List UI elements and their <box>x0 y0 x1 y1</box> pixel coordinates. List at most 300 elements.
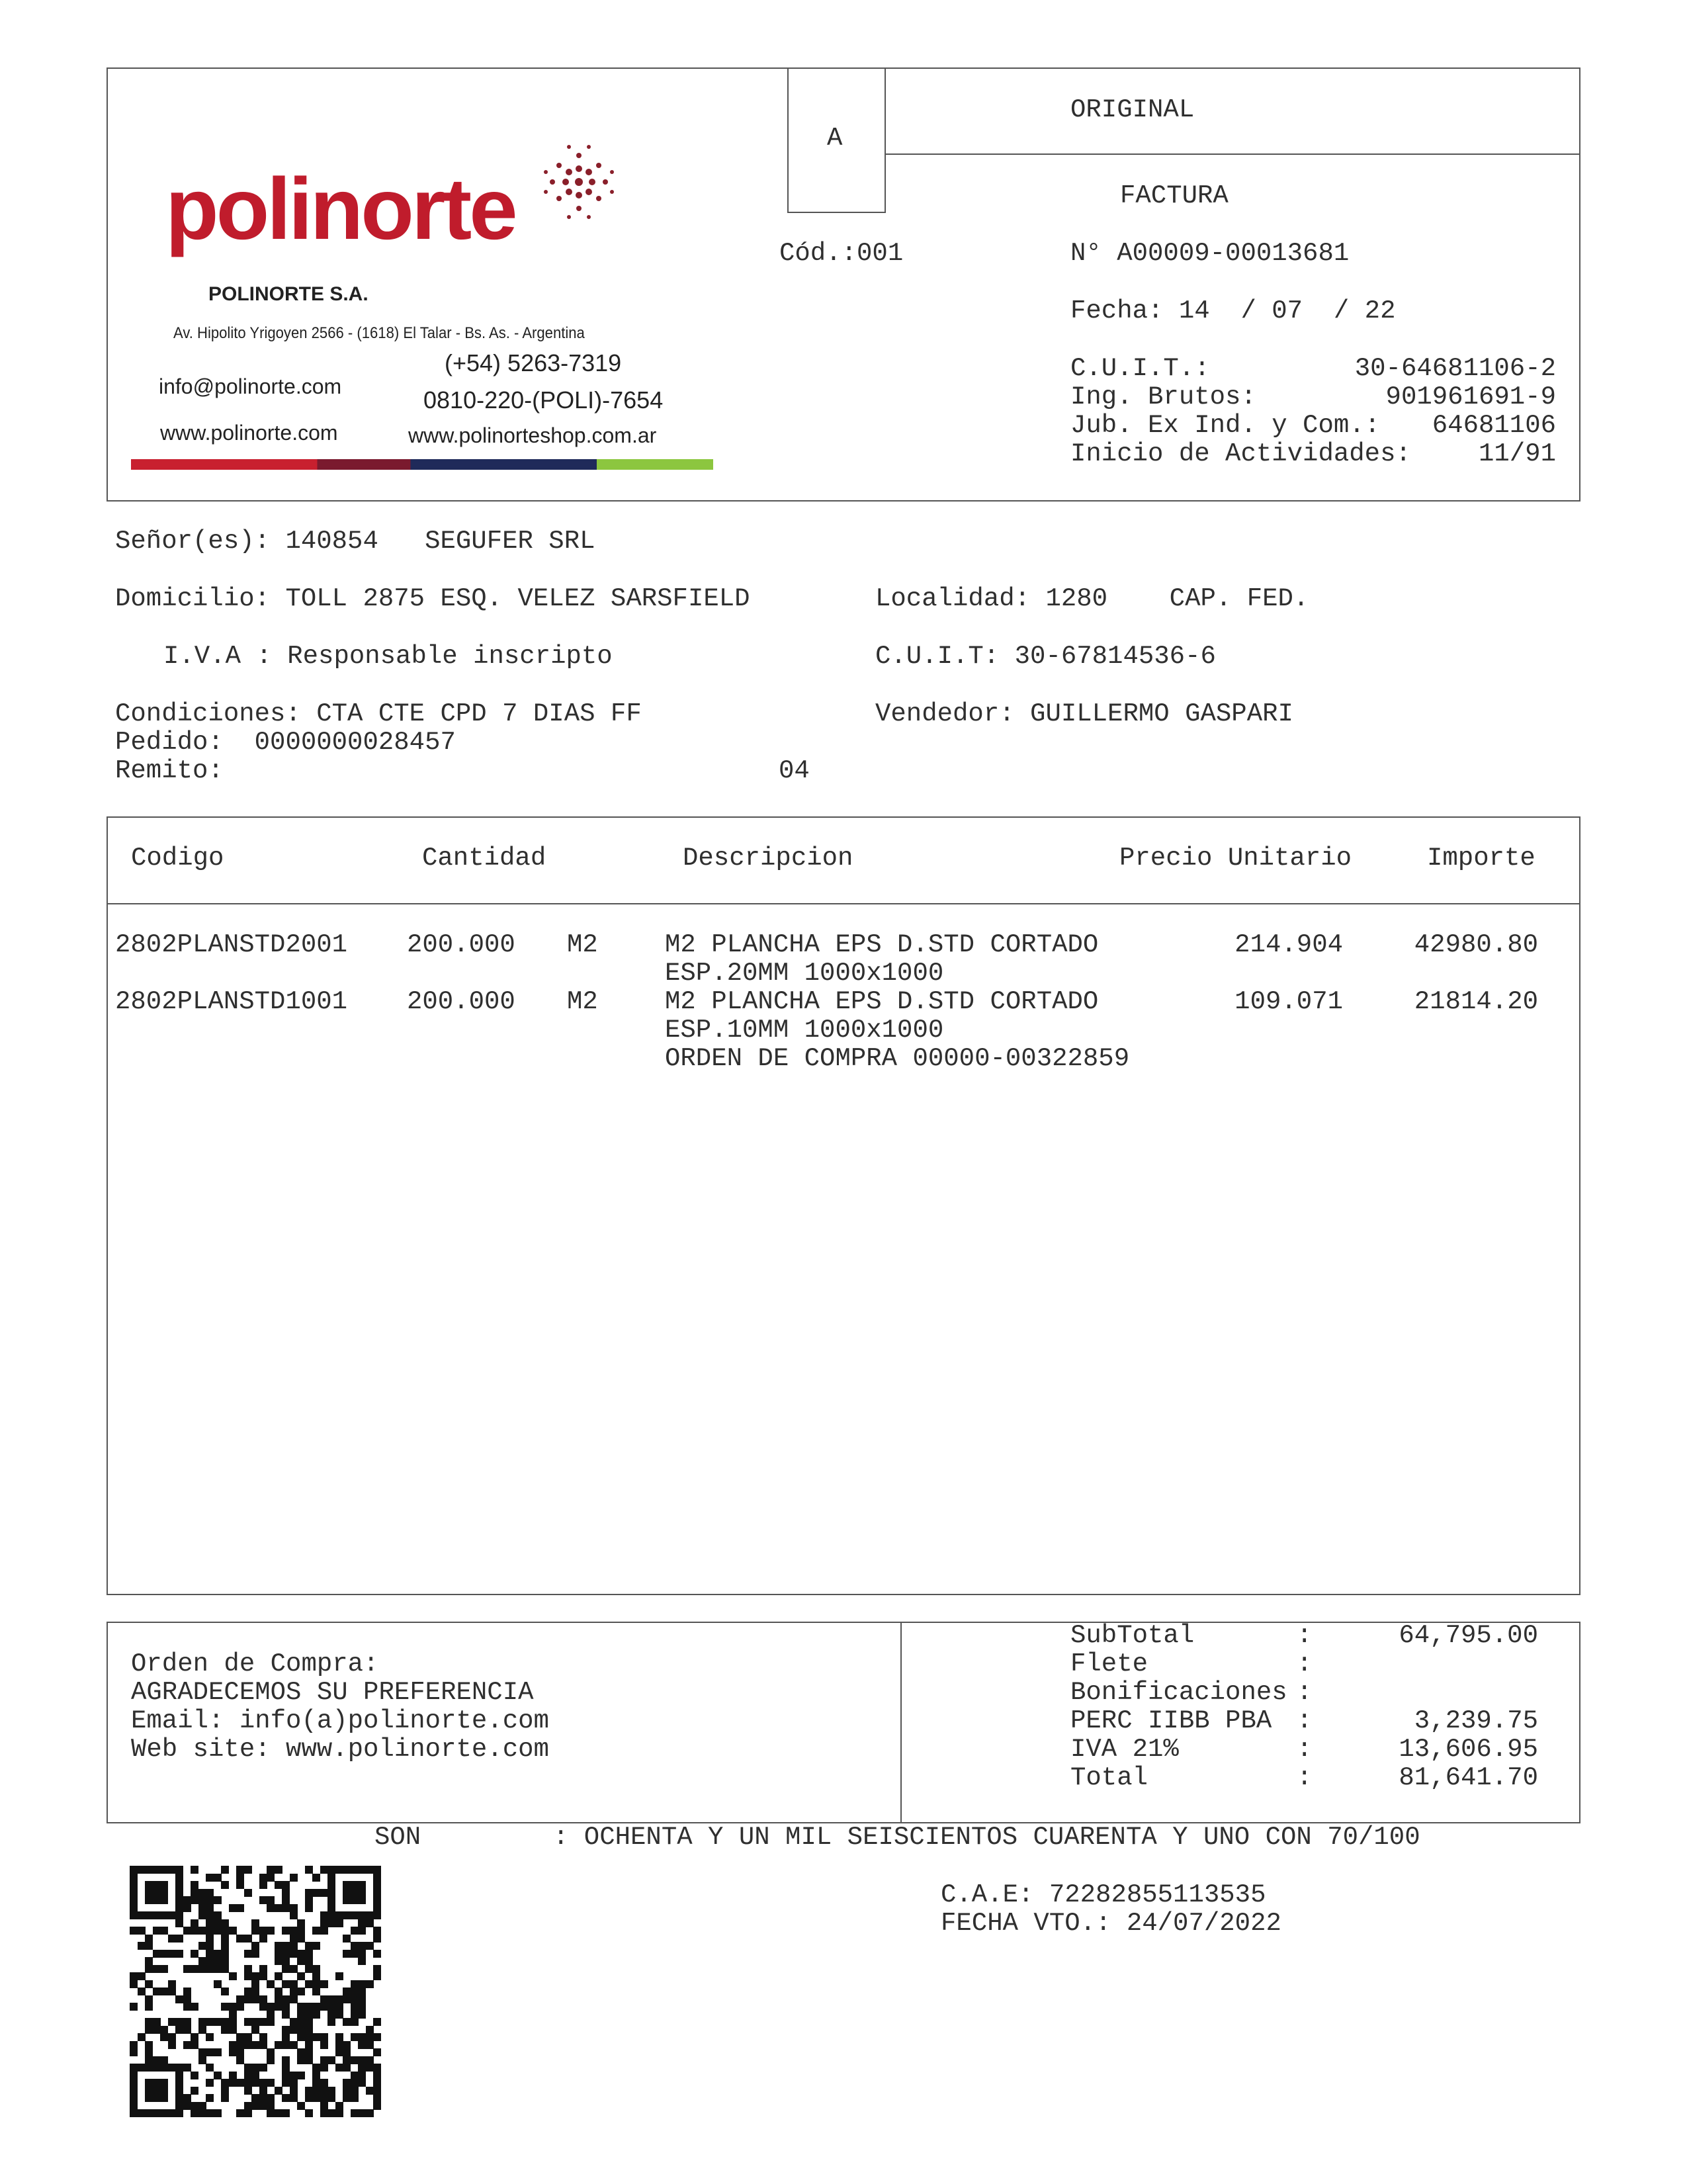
total-value-subtotal: 64,795.00 <box>1399 1621 1538 1650</box>
qr-module <box>153 2056 161 2064</box>
qr-module <box>236 1995 244 2003</box>
qr-module <box>366 2056 374 2064</box>
customer-iva: I.V.A : Responsable inscripto <box>163 642 613 671</box>
qr-module <box>198 1942 206 1950</box>
qr-module <box>191 2041 198 2049</box>
qr-module <box>153 1987 161 1995</box>
qr-module <box>335 2048 343 2056</box>
qr-module <box>236 1874 244 1882</box>
qr-module <box>198 2048 206 2056</box>
qr-module <box>267 1980 275 1988</box>
doc-code: Cód.:001 <box>779 239 904 268</box>
qr-module <box>221 1987 229 1995</box>
qr-module <box>206 2079 214 2087</box>
qr-module <box>282 1904 290 1912</box>
header-divider <box>886 153 1580 155</box>
qr-module <box>160 2026 168 2034</box>
qr-module <box>145 2026 153 2034</box>
qr-module <box>175 2109 183 2117</box>
customer-address: Domicilio: TOLL 2875 ESQ. VELEZ SARSFIELD <box>115 584 750 613</box>
qr-module <box>275 2003 282 2011</box>
qr-module <box>198 2056 206 2064</box>
ib-label: Ing. Brutos: <box>1070 382 1256 412</box>
qr-module <box>343 2094 351 2102</box>
qr-module <box>327 1874 335 1882</box>
qr-module <box>358 1919 366 1927</box>
qr-module <box>290 2079 298 2087</box>
qr-module <box>320 2094 328 2102</box>
qr-module <box>259 2018 267 2026</box>
qr-module <box>267 2048 275 2056</box>
qr-module <box>175 1896 183 1904</box>
qr-module <box>351 2072 359 2079</box>
qr-module <box>267 1904 275 1912</box>
qr-module <box>320 2109 328 2117</box>
qr-module <box>130 2087 138 2095</box>
qr-module <box>236 2048 244 2056</box>
qr-module <box>297 2033 305 2041</box>
qr-module <box>153 1950 161 1958</box>
qr-module <box>373 1972 381 1980</box>
qr-module <box>335 2102 343 2110</box>
qr-module <box>206 1965 214 1973</box>
row-description-line2: ESP.20MM 1000x1000 <box>665 959 944 988</box>
qr-module <box>236 1935 244 1943</box>
qr-module <box>145 2087 153 2095</box>
qr-module <box>297 1919 305 1927</box>
qr-module <box>320 2003 328 2011</box>
row-description: M2 PLANCHA EPS D.STD CORTADO <box>665 987 1099 1016</box>
qr-module <box>290 2094 298 2102</box>
qr-module <box>373 1927 381 1935</box>
qr-module <box>236 2079 244 2087</box>
qr-module <box>290 1950 298 1958</box>
qr-module <box>297 1935 305 1943</box>
invoice-number: N° A00009-00013681 <box>1070 239 1350 268</box>
qr-module <box>145 2056 153 2064</box>
col-header-descripcion: Descripcion <box>683 844 853 873</box>
qr-module <box>290 2018 298 2026</box>
qr-module <box>366 2064 374 2072</box>
qr-module <box>351 1927 359 1935</box>
qr-module <box>282 1889 290 1897</box>
qr-module <box>312 1889 320 1897</box>
qr-module <box>297 2018 305 2026</box>
qr-module <box>358 1911 366 1919</box>
qr-module <box>214 1896 222 1904</box>
qr-module <box>327 2011 335 2019</box>
customer-seller: Vendedor: GUILLERMO GASPARI <box>875 699 1293 728</box>
qr-module <box>366 1911 374 1919</box>
doc-type: FACTURA <box>1120 181 1229 210</box>
qr-module <box>229 2048 237 2056</box>
qr-module <box>358 1957 366 1965</box>
qr-module <box>275 1987 282 1995</box>
qr-module <box>290 1927 298 1935</box>
footer-note-3: Email: info(a)polinorte.com <box>131 1706 549 1735</box>
qr-module <box>351 1980 359 1988</box>
qr-module <box>251 1950 259 1958</box>
qr-module <box>175 1935 183 1943</box>
qr-module <box>183 2094 191 2102</box>
brand-color-bar <box>131 459 713 470</box>
total-value-iva: 13,606.95 <box>1399 1735 1538 1764</box>
qr-module <box>229 2041 237 2049</box>
qr-module <box>198 1904 206 1912</box>
qr-module <box>251 1942 259 1950</box>
qr-module <box>130 1904 138 1912</box>
qr-module <box>351 2033 359 2041</box>
qr-module <box>290 1987 298 1995</box>
qr-module <box>373 1889 381 1897</box>
qr-module <box>206 1950 214 1958</box>
qr-module <box>275 1972 282 1980</box>
qr-module <box>244 1950 252 1958</box>
qr-module <box>175 2026 183 2034</box>
qr-module <box>335 2011 343 2019</box>
qr-module <box>373 2094 381 2102</box>
qr-module <box>373 2033 381 2041</box>
qr-module <box>191 2102 198 2110</box>
qr-module <box>320 2041 328 2049</box>
qr-module <box>275 2087 282 2095</box>
qr-module <box>206 1927 214 1935</box>
qr-module <box>168 1911 176 1919</box>
qr-module <box>191 2033 198 2041</box>
qr-module <box>130 1896 138 1904</box>
qr-module <box>343 2041 351 2049</box>
qr-module <box>145 1866 153 1874</box>
qr-module <box>358 2041 366 2049</box>
qr-module <box>358 2011 366 2019</box>
qr-module <box>206 2033 214 2041</box>
qr-module <box>259 2087 267 2095</box>
qr-module <box>183 2026 191 2034</box>
qr-module <box>229 2079 237 2087</box>
total-value-total: 81,641.70 <box>1399 1763 1538 1792</box>
qr-module <box>305 2018 313 2026</box>
row-quantity: 200.000 <box>407 930 515 959</box>
qr-module <box>320 1980 328 1988</box>
qr-module <box>351 1881 359 1889</box>
qr-module <box>160 1896 168 1904</box>
qr-module <box>244 1866 252 1874</box>
qr-module <box>275 1942 282 1950</box>
qr-module <box>343 1866 351 1874</box>
qr-module <box>267 2011 275 2019</box>
qr-module <box>305 1965 313 1973</box>
logo-wordmark: polinorte <box>165 160 515 257</box>
qr-module <box>244 2018 252 2026</box>
qr-module <box>214 1980 222 1988</box>
invoice-letter: A <box>827 124 843 153</box>
qr-module <box>145 2018 153 2026</box>
cuit-value: 30-64681106-2 <box>1354 354 1556 383</box>
qr-module <box>351 1987 359 1995</box>
qr-module <box>183 1995 191 2003</box>
qr-module <box>290 1980 298 1988</box>
qr-module <box>351 2109 359 2117</box>
qr-module <box>343 1935 351 1943</box>
qr-module <box>297 1987 305 1995</box>
qr-module <box>221 1919 229 1927</box>
qr-module <box>214 2048 222 2056</box>
qr-module <box>366 1919 374 1927</box>
footer-note-1: Orden de Compra: <box>131 1649 379 1679</box>
qr-module <box>251 2094 259 2102</box>
qr-module <box>251 1995 259 2003</box>
qr-module <box>175 2087 183 2095</box>
qr-module <box>275 1995 282 2003</box>
qr-module <box>244 1972 252 1980</box>
qr-module <box>130 2072 138 2079</box>
qr-module <box>145 2003 153 2011</box>
row-unit-price: 214.904 <box>1234 930 1343 959</box>
qr-module <box>153 1881 161 1889</box>
qr-module <box>214 1957 222 1965</box>
qr-module <box>153 1866 161 1874</box>
qr-module <box>297 1957 305 1965</box>
qr-module <box>244 2079 252 2087</box>
qr-module <box>259 2033 267 2041</box>
qr-module <box>259 1896 267 1904</box>
customer-remito-label: Remito: <box>115 756 224 785</box>
qr-module <box>259 2064 267 2072</box>
qr-module <box>366 2087 374 2095</box>
qr-module <box>229 2003 237 2011</box>
qr-module <box>320 2064 328 2072</box>
qr-module <box>366 1980 374 1988</box>
qr-module <box>343 1995 351 2003</box>
qr-module <box>259 1995 267 2003</box>
qr-module <box>320 1927 328 1935</box>
qr-module <box>244 1965 252 1973</box>
qr-module <box>351 1911 359 1919</box>
qr-module <box>191 1881 198 1889</box>
qr-module <box>221 1950 229 1958</box>
qr-module <box>221 1965 229 1973</box>
qr-module <box>366 2109 374 2117</box>
qr-module <box>267 2003 275 2011</box>
qr-module <box>168 1980 176 1988</box>
qr-module <box>373 2102 381 2110</box>
qr-module <box>290 1911 298 1919</box>
qr-module <box>145 2064 153 2072</box>
qr-module <box>282 2041 290 2049</box>
qr-module <box>160 1911 168 1919</box>
qr-module <box>282 2109 290 2117</box>
qr-module <box>206 1957 214 1965</box>
qr-module <box>168 1987 176 1995</box>
company-phone: (+54) 5263-7319 <box>445 349 622 376</box>
qr-module <box>312 1874 320 1882</box>
qr-module <box>327 1866 335 1874</box>
qr-module <box>145 1957 153 1965</box>
qr-module <box>327 2094 335 2102</box>
qr-module <box>343 1911 351 1919</box>
qr-module <box>244 2072 252 2079</box>
qr-module <box>305 2048 313 2056</box>
amount-in-words: : OCHENTA Y UN MIL SEISCIENTOS CUARENTA Y UNO CON 70/100 <box>553 1823 1420 1852</box>
qr-module <box>251 1919 259 1927</box>
qr-module <box>183 2102 191 2110</box>
qr-module <box>251 2072 259 2079</box>
qr-module <box>198 1965 206 1973</box>
customer-order: Pedido: 0000000028457 <box>115 728 456 757</box>
qr-module <box>373 1950 381 1958</box>
row-code: 2802PLANSTD2001 <box>115 930 348 959</box>
qr-module <box>168 2109 176 2117</box>
qr-module <box>191 2109 198 2117</box>
qr-module <box>130 1980 138 1988</box>
qr-module <box>229 2011 237 2019</box>
qr-module <box>183 2041 191 2049</box>
qr-module <box>229 1927 237 1935</box>
colon: : <box>1297 1621 1313 1650</box>
row-amount: 21814.20 <box>1414 987 1538 1016</box>
qr-module <box>145 1889 153 1897</box>
customer-conditions: Condiciones: CTA CTE CPD 7 DIAS FF <box>115 699 642 728</box>
qr-module <box>153 2109 161 2117</box>
qr-module <box>305 1866 313 1874</box>
qr-module <box>244 2109 252 2117</box>
qr-module <box>343 2079 351 2087</box>
qr-module <box>373 1935 381 1943</box>
footer-note-4: Web site: www.polinorte.com <box>131 1735 549 1764</box>
qr-module <box>168 1866 176 1874</box>
qr-module <box>236 2033 244 2041</box>
qr-module <box>145 1911 153 1919</box>
qr-module <box>229 1904 237 1912</box>
qr-module <box>244 2087 252 2095</box>
qr-module <box>153 2087 161 2095</box>
qr-module <box>206 2064 214 2072</box>
qr-module <box>160 2056 168 2064</box>
qr-module <box>297 1950 305 1958</box>
qr-module <box>259 2003 267 2011</box>
qr-module <box>335 2033 343 2041</box>
qr-module <box>267 1927 275 1935</box>
qr-module <box>358 1866 366 1874</box>
qr-module <box>138 1866 146 1874</box>
cuit-label: C.U.I.T.: <box>1070 354 1210 383</box>
qr-module <box>221 2087 229 2095</box>
row-description-line3: ORDEN DE COMPRA 00000-00322859 <box>665 1044 1130 1073</box>
qr-module <box>160 2079 168 2087</box>
qr-module <box>221 2003 229 2011</box>
qr-module <box>221 2094 229 2102</box>
customer-localidad: Localidad: 1280 CAP. FED. <box>875 584 1309 613</box>
qr-module <box>320 1889 328 1897</box>
qr-module <box>244 2064 252 2072</box>
qr-module <box>351 2087 359 2095</box>
row-code: 2802PLANSTD1001 <box>115 987 348 1016</box>
qr-module <box>145 2079 153 2087</box>
qr-module <box>175 1919 183 1927</box>
qr-module <box>358 1889 366 1897</box>
qr-module <box>130 2094 138 2102</box>
qr-module <box>236 1904 244 1912</box>
qr-module <box>351 1950 359 1958</box>
qr-module <box>373 1896 381 1904</box>
qr-module <box>221 1927 229 1935</box>
qr-module <box>297 2011 305 2019</box>
qr-module <box>290 1935 298 1943</box>
customer-name: Señor(es): 140854 SEGUFER SRL <box>115 527 595 556</box>
qr-module <box>145 1995 153 2003</box>
qr-module <box>175 2064 183 2072</box>
qr-module <box>312 1942 320 1950</box>
qr-module <box>373 1904 381 1912</box>
qr-module <box>175 1911 183 1919</box>
qr-module <box>267 1866 275 1874</box>
qr-module <box>251 1987 259 1995</box>
qr-module <box>236 2041 244 2049</box>
qr-module <box>160 2064 168 2072</box>
qr-module <box>351 1866 359 1874</box>
qr-module <box>175 1866 183 1874</box>
qr-module <box>130 2041 138 2049</box>
qr-module <box>373 1866 381 1874</box>
qr-module <box>282 1995 290 2003</box>
qr-module <box>214 2018 222 2026</box>
qr-module <box>343 1889 351 1897</box>
col-header-cantidad: Cantidad <box>422 844 546 873</box>
qr-module <box>312 1965 320 1973</box>
qr-module <box>327 1919 335 1927</box>
qr-module <box>275 1881 282 1889</box>
qr-module <box>275 1904 282 1912</box>
qr-module <box>358 2003 366 2011</box>
qr-module <box>251 2064 259 2072</box>
qr-module <box>244 1995 252 2003</box>
qr-module <box>358 1987 366 1995</box>
qr-module <box>168 2033 176 2041</box>
qr-module <box>327 2056 335 2064</box>
colon: : <box>1297 1735 1313 1764</box>
qr-module <box>198 2026 206 2034</box>
qr-module <box>327 1896 335 1904</box>
ib-value: 901961691-9 <box>1385 382 1556 412</box>
company-phone2: 0810-220-(POLI)-7654 <box>423 386 664 414</box>
qr-module <box>305 2041 313 2049</box>
qr-module <box>198 1889 206 1897</box>
qr-module <box>206 2094 214 2102</box>
total-label-total: Total <box>1070 1763 1148 1792</box>
qr-module <box>373 2072 381 2079</box>
qr-module <box>335 2064 343 2072</box>
qr-module <box>221 1881 229 1889</box>
qr-module <box>297 2102 305 2110</box>
qr-module <box>130 2109 138 2117</box>
qr-module <box>343 1950 351 1958</box>
qr-module <box>327 2087 335 2095</box>
qr-module <box>206 1911 214 1919</box>
qr-module <box>305 1950 313 1958</box>
qr-module <box>305 2087 313 2095</box>
qr-module <box>267 2018 275 2026</box>
qr-module <box>229 2072 237 2079</box>
qr-module <box>236 1866 244 1874</box>
qr-module <box>259 2102 267 2110</box>
qr-module <box>206 2048 214 2056</box>
qr-module <box>343 1881 351 1889</box>
qr-module <box>282 2033 290 2041</box>
qr-module <box>358 1881 366 1889</box>
qr-module <box>251 2026 259 2034</box>
qr-module <box>282 1896 290 1904</box>
qr-module <box>366 1866 374 1874</box>
